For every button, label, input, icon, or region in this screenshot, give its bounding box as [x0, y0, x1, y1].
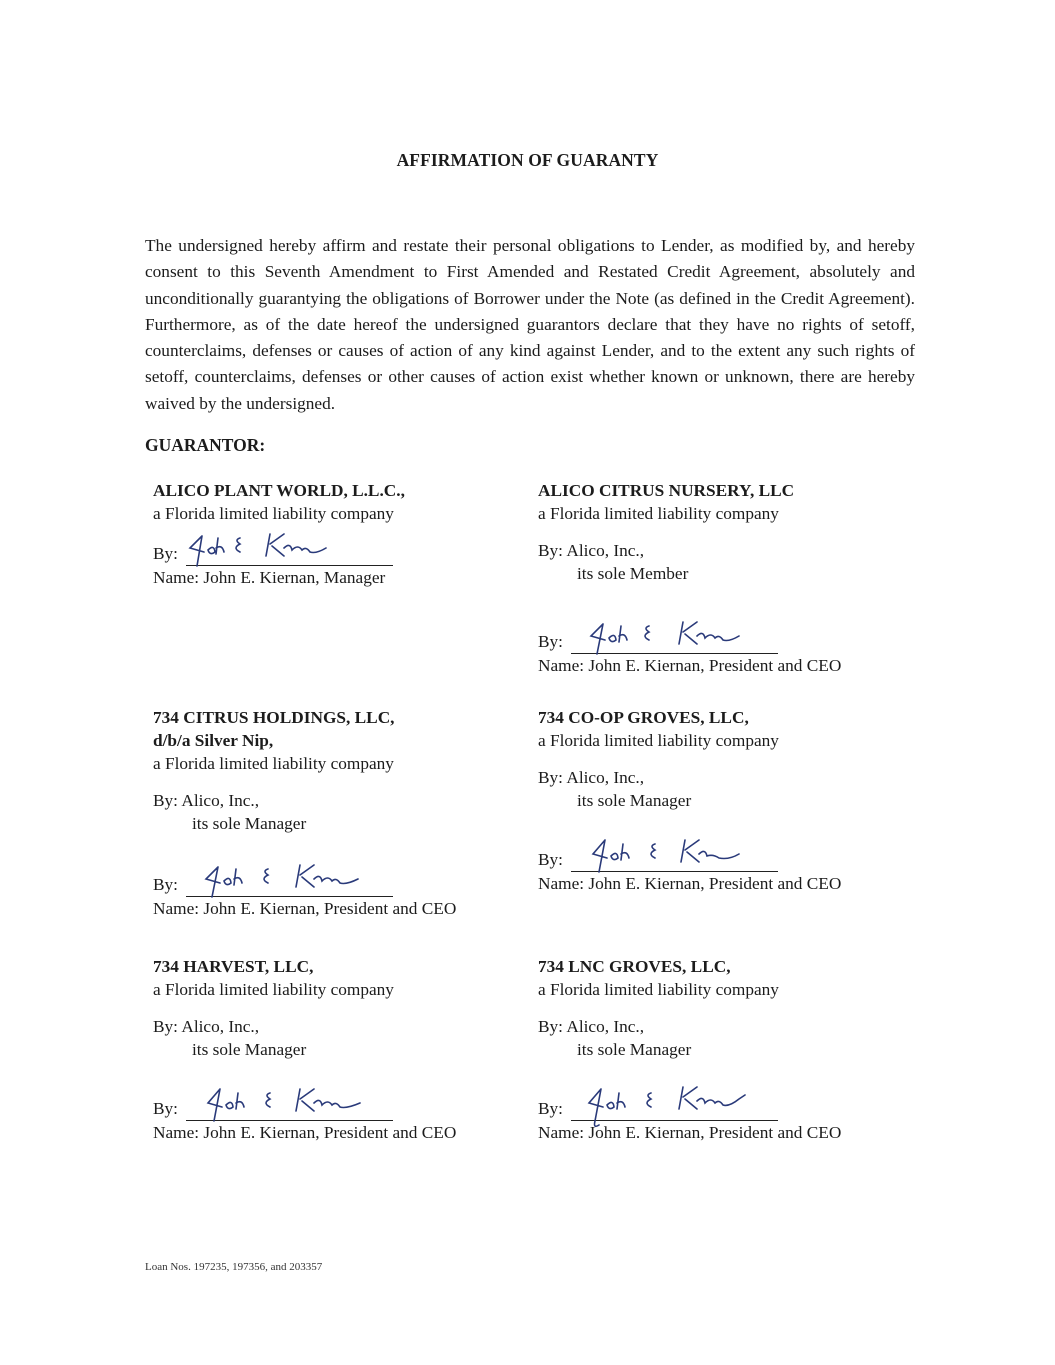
by-entity	[153, 789, 533, 835]
signature-line	[153, 1080, 533, 1121]
entity-description: a Florida limited liability company	[538, 980, 779, 999]
by-label: By:	[538, 632, 563, 651]
signature-block-734-harvest	[153, 955, 533, 1144]
handwritten-signature	[188, 530, 338, 570]
handwritten-signature	[188, 861, 368, 901]
entity-name: ALICO CITRUS NURSERY, LLC	[538, 481, 795, 500]
signer-name: Name: John E. Kiernan, President and CEO	[153, 899, 457, 918]
signer-name: Name: John E. Kiernan, President and CEO	[538, 656, 842, 675]
document-title: AFFIRMATION OF GUARANTY	[396, 150, 659, 170]
affirmation-paragraph: The undersigned hereby affirm and restate their personal obligations to Lender, as modified by, and hereby consent to this Seventh Amendment to First Amended and Restated Credit Agreement, absolutely and unconditionally guarantying the obligations of Borrower under the Note (as defined in the Credit Agreement). Furthermore, as of the date hereof the undersigned guarantors declare that they have no rights of setoff, counterclaims, defenses or causes of action of any kind against Lender, and to the extent any such rights of setoff, counterclaims, defenses or other causes of action exist whether known or unknown, there are hereby waived by the undersigned.	[145, 236, 915, 413]
by-entity	[538, 539, 918, 585]
signature-line	[153, 856, 533, 897]
entity-dba: d/b/a Silver Nip,	[153, 731, 274, 750]
by-entity-name: By: Alico, Inc.,	[153, 791, 260, 810]
by-label: By:	[538, 1099, 563, 1118]
by-entity-role: its sole Member	[577, 564, 689, 583]
signer-name: Name: John E. Kiernan, President and CEO	[538, 874, 842, 893]
signer-name: Name: John E. Kiernan, President and CEO	[153, 1123, 457, 1142]
by-entity	[538, 1015, 918, 1061]
by-entity	[153, 1015, 533, 1061]
entity-name: 734 CO-OP GROVES, LLC,	[538, 708, 749, 727]
entity-description: a Florida limited liability company	[538, 731, 779, 750]
handwritten-signature	[188, 1085, 368, 1125]
signature-line	[538, 1080, 918, 1121]
signature-line	[538, 831, 918, 872]
by-label: By:	[538, 850, 563, 869]
guarantor-heading: GUARANTOR:	[145, 435, 266, 455]
signature-block-alico-plant-world	[153, 479, 533, 589]
by-entity-role: its sole Manager	[192, 814, 307, 833]
entity-name: 734 LNC GROVES, LLC,	[538, 957, 731, 976]
signer-name: Name: John E. Kiernan, Manager	[153, 568, 386, 587]
entity-description: a Florida limited liability company	[538, 504, 779, 523]
by-entity	[538, 766, 918, 812]
signer-name: Name: John E. Kiernan, President and CEO	[538, 1123, 842, 1142]
by-entity-name: By: Alico, Inc.,	[538, 1017, 645, 1036]
by-entity-name: By: Alico, Inc.,	[153, 1017, 260, 1036]
by-entity-name: By: Alico, Inc.,	[538, 768, 645, 787]
signature-block-734-citrus-holdings	[153, 706, 533, 920]
handwritten-signature	[573, 618, 753, 658]
by-entity-role: its sole Manager	[192, 1040, 307, 1059]
by-entity-role: its sole Manager	[577, 1040, 692, 1059]
entity-name: 734 CITRUS HOLDINGS, LLC,	[153, 708, 395, 727]
by-entity-role: its sole Manager	[577, 791, 692, 810]
entity-name: 734 HARVEST, LLC,	[153, 957, 314, 976]
entity-description: a Florida limited liability company	[153, 980, 394, 999]
signature-block-alico-citrus-nursery	[538, 479, 918, 677]
by-label: By:	[153, 1099, 178, 1118]
entity-description: a Florida limited liability company	[153, 504, 394, 523]
signature-line	[153, 525, 533, 566]
entity-name: ALICO PLANT WORLD, L.L.C.,	[153, 481, 405, 500]
by-label: By:	[153, 544, 178, 563]
signature-line	[538, 613, 918, 654]
handwritten-signature	[573, 836, 753, 876]
handwritten-signature	[573, 1085, 763, 1125]
signature-block-734-co-op-groves	[538, 706, 918, 895]
by-entity-name: By: Alico, Inc.,	[538, 541, 645, 560]
by-label: By:	[153, 875, 178, 894]
entity-description: a Florida limited liability company	[153, 754, 394, 773]
signature-block-734-lnc-groves	[538, 955, 918, 1144]
loan-numbers-footer: Loan Nos. 197235, 197356, and 203357	[145, 1261, 323, 1273]
